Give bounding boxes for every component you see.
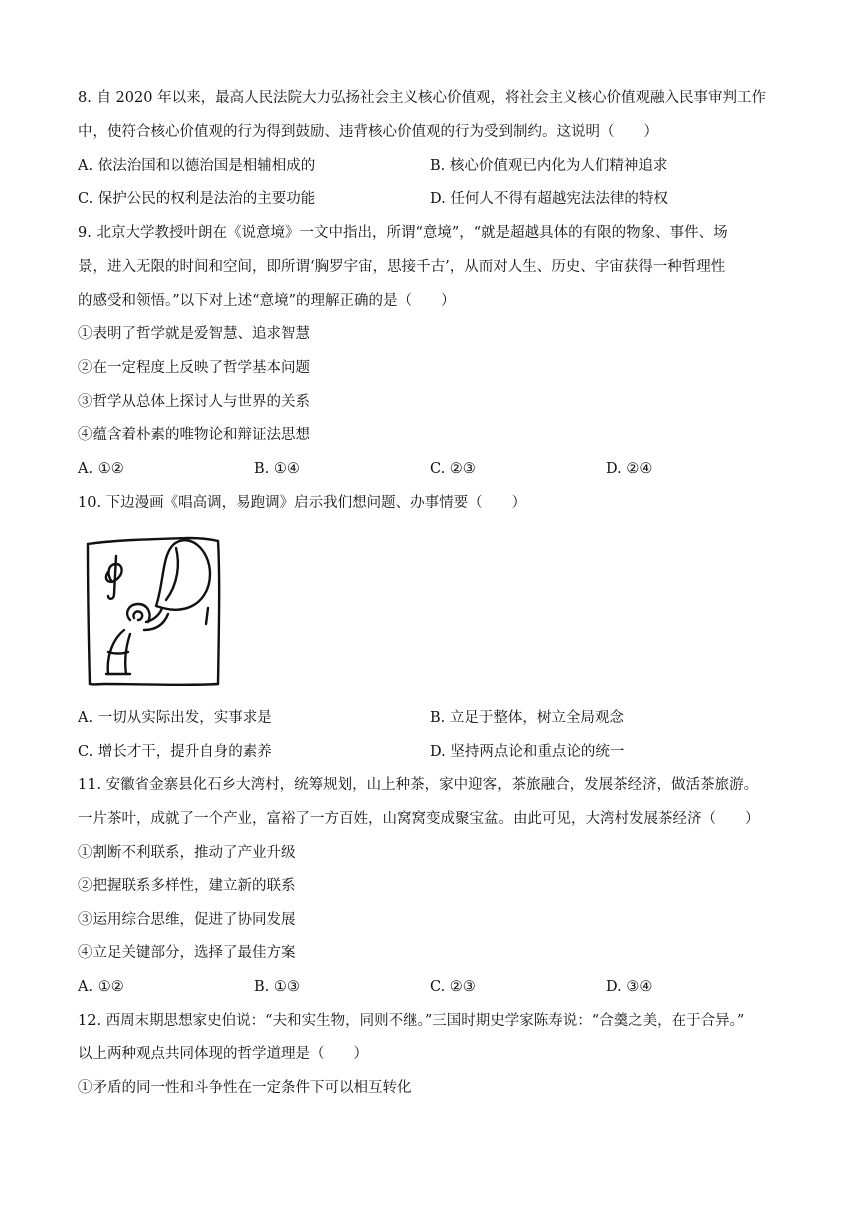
- q11-statement-4: ④立足关键部分，选择了最佳方案: [78, 945, 296, 961]
- q9-stem-line3: 的感受和领悟。”以下对上述“意境”的理解正确的是（ ）: [78, 293, 456, 309]
- q11-option-b: B. ①③: [254, 979, 300, 995]
- q8-option-b: B. 核心价值观已内化为人们精神追求: [430, 158, 668, 174]
- q9-option-c: C. ②③: [430, 461, 476, 477]
- q12-statement-1: ①矛盾的同一性和斗争性在一定条件下可以相互转化: [78, 1080, 412, 1096]
- q8-option-c: C. 保护公民的权利是法治的主要功能: [78, 191, 316, 207]
- q11-stem-line2: 一片茶叶，成就了一个产业，富裕了一方百姓，山窝窝变成聚宝盆。由此可见，大湾村发展茶经济（ ）: [78, 811, 760, 827]
- q9-statement-2: ②在一定程度上反映了哲学基本问题: [78, 360, 310, 376]
- q9-option-d: D. ②④: [606, 461, 653, 477]
- q8-option-a: A. 依法治国和以德治国是相辅相成的: [78, 158, 316, 174]
- q10-option-c: C. 增长才干，提升自身的素养: [78, 744, 272, 760]
- q10-option-d: D. 坚持两点论和重点论的统一: [430, 744, 625, 760]
- q8-stem-line2: 中，使符合核心价值观的行为得到鼓励、违背核心价值观的行为受到制约。这说明（ ）: [78, 124, 658, 140]
- q9-stem-line1: 9. 北京大学教授叶朗在《说意境》一文中指出，所谓“意境”，“就是超越具体的有限的物象、事件、场: [78, 225, 728, 241]
- q10-option-a: A. 一切从实际出发，实事求是: [78, 710, 272, 726]
- q9-statement-4: ④蕴含着朴素的唯物论和辩证法思想: [78, 427, 310, 443]
- q10-stem-line1: 10. 下边漫画《唱高调，易跑调》启示我们想问题、办事情要（ ）: [78, 495, 527, 511]
- q11-option-c: C. ②③: [430, 979, 476, 995]
- q9-option-a: A. ①②: [78, 461, 124, 477]
- q10-option-b: B. 立足于整体，树立全局观念: [430, 710, 624, 726]
- q11-statement-3: ③运用综合思维，促进了协同发展: [78, 912, 296, 928]
- q9-stem-line2: 景，进入无限的时间和空间，即所谓‘胸罗宇宙，思接千古’，从而对人生、历史、宇宙获得一种哲理性: [78, 259, 726, 275]
- q11-statement-2: ②把握联系多样性，建立新的联系: [78, 878, 296, 894]
- q11-statement-1: ①割断不利联系，推动了产业升级: [78, 845, 296, 861]
- q11-option-d: D. ③④: [606, 979, 653, 995]
- comic-singing-illustration: [84, 534, 224, 690]
- q8-option-d: D. 任何人不得有超越宪法法律的特权: [430, 191, 668, 207]
- q11-option-a: A. ①②: [78, 979, 124, 995]
- q9-statement-3: ③哲学从总体上探讨人与世界的关系: [78, 394, 310, 410]
- q11-stem-line1: 11. 安徽省金寨县化石乡大湾村，统筹规划，山上种茶，家中迎客，茶旅融合，发展茶经济，做活茶旅游。: [78, 777, 759, 793]
- q12-stem-line1: 12. 西周末期思想家史伯说：“夫和实生物，同则不继。”三国时期史学家陈寿说：“合羹之美，在于合异。”: [78, 1013, 745, 1029]
- q8-stem-line1: 8. 自 2020 年以来，最高人民法院大力弘扬社会主义核心价值观，将社会主义核心价值观融入民事审判工作: [78, 90, 767, 106]
- q9-statement-1: ①表明了哲学就是爱智慧、追求智慧: [78, 326, 310, 342]
- q9-option-b: B. ①④: [254, 461, 300, 477]
- q12-stem-line2: 以上两种观点共同体现的哲学道理是（ ）: [78, 1046, 368, 1062]
